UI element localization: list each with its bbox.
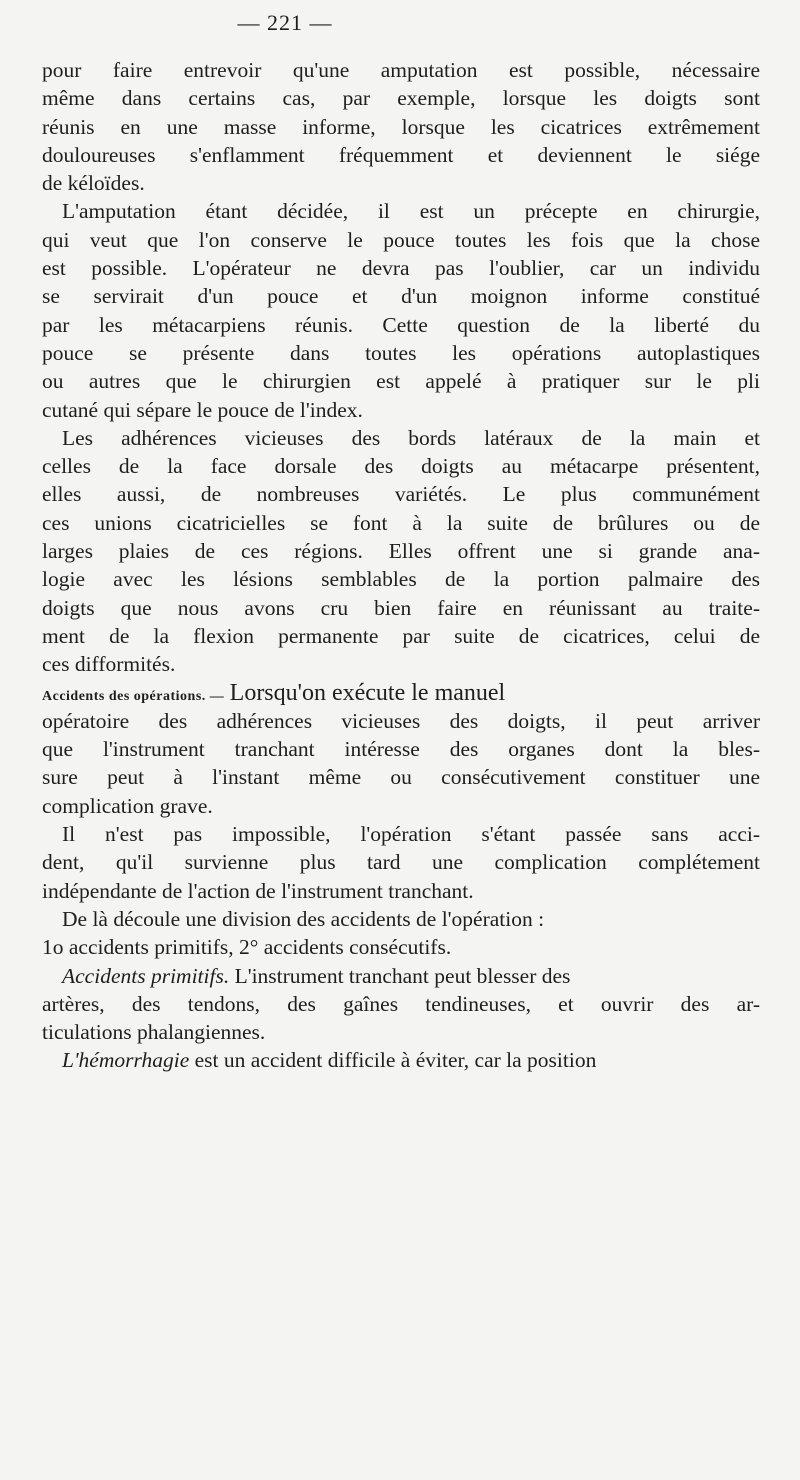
text-line: douloureuses s'enflamment fréquemment et deviennent le siége xyxy=(42,142,760,167)
text-line: de kéloïdes. xyxy=(42,171,145,196)
text-line: logie avec les lésions semblables de la portion palmaire des xyxy=(42,567,760,592)
text-line: opératoire des adhérences vicieuses des doigts, il peut arriver xyxy=(42,708,760,733)
text-span: est un accident difficile à éviter, car la position xyxy=(194,1048,597,1073)
page-number: — 221 — xyxy=(237,10,333,35)
page-body xyxy=(42,56,760,1075)
text-line: pour faire entrevoir qu'une amputation est possible, nécessaire xyxy=(42,58,760,82)
text-line: 1o accidents primitifs, 2° accidents consécutifs. xyxy=(42,935,452,960)
text-line: pouce se présente dans toutes les opérations autoplastiques xyxy=(42,340,760,365)
text-line: larges plaies de ces régions. Elles offrent une si grande ana- xyxy=(42,539,760,564)
text-line: réunis en une masse informe, lorsque les cicatrices extrêmement xyxy=(42,114,760,139)
text-line: celles de la face dorsale des doigts au métacarpe présentent, xyxy=(42,454,760,479)
section-heading-accidents-primitifs: Accidents primitifs. xyxy=(62,963,230,988)
text-line: De là découle une division des accidents de l'opération : xyxy=(62,906,545,931)
text-line: complication grave. xyxy=(42,793,213,818)
text-line: ou autres que le chirurgien est appelé à pratiquer sur le pli xyxy=(42,369,760,394)
text-line: par les métacarpiens réunis. Cette question de la liberté du xyxy=(42,312,760,337)
text-line: ces difformités. xyxy=(42,652,176,677)
section-heading-line xyxy=(42,679,760,707)
text-line: est possible. L'opérateur ne devra pas l'oublier, car un individu xyxy=(42,256,760,281)
text-line: Il n'est pas impossible, l'opération s'étant passée sans acci- xyxy=(62,822,760,847)
text-line: elles aussi, de nombreuses variétés. Le plus communément xyxy=(42,482,760,507)
text-line: qui veut que l'on conserve le pouce toutes les fois que la chose xyxy=(42,227,760,252)
text-line: que l'instrument tranchant intéresse des organes dont la bles- xyxy=(42,737,760,762)
text-line: ment de la flexion permanente par suite de cicatrices, celui de xyxy=(42,623,760,648)
text-line: se servirait d'un pouce et d'un moignon informe constitué xyxy=(42,284,760,309)
text-line: ticulations phalangiennes. xyxy=(42,1020,266,1045)
term-hemorrhagie: L'hémorrhagie xyxy=(62,1048,190,1073)
text-span: Lorsqu'on exécute le manuel xyxy=(229,679,506,706)
text-line: Les adhérences vicieuses des bords latéraux de la main et xyxy=(62,425,760,450)
text-line xyxy=(42,1046,760,1074)
text-line: sure peut à l'instant même ou consécutivement constituer une xyxy=(42,765,760,790)
section-heading-line xyxy=(42,962,760,990)
text-span: L'instrument tranchant peut blesser des xyxy=(234,963,571,988)
text-line: L'amputation étant décidée, il est un précepte en chirurgie, xyxy=(62,199,760,224)
section-heading-accidents-operations: Accidents des opérations. — xyxy=(42,688,225,704)
text-line: cutané qui sépare le pouce de l'index. xyxy=(42,397,363,422)
text-line: artères, des tendons, des gaînes tendineuses, et ouvrir des ar- xyxy=(42,991,760,1016)
text-line: doigts que nous avons cru bien faire en réunissant au traite- xyxy=(42,595,760,620)
text-line: indépendante de l'action de l'instrument tranchant. xyxy=(42,878,474,903)
text-line: dent, qu'il survienne plus tard une complication complétement xyxy=(42,850,760,875)
text-line: ces unions cicatricielles se font à la suite de brûlures ou de xyxy=(42,510,760,535)
text-line: même dans certains cas, par exemple, lorsque les doigts sont xyxy=(42,86,760,111)
